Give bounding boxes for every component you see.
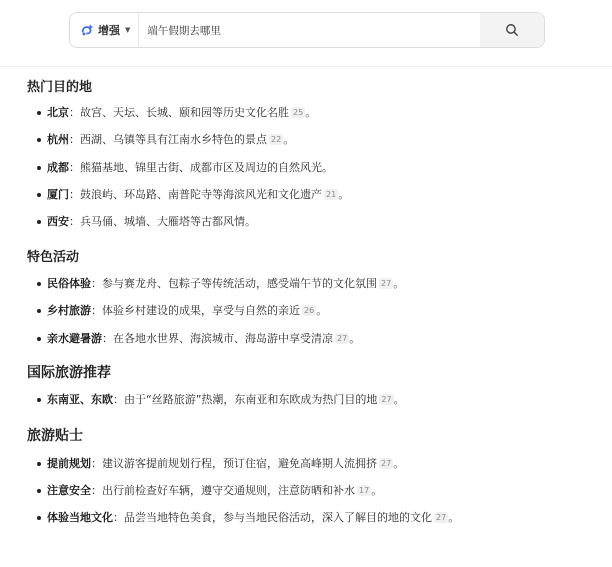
section-title: 特色活动 — [27, 250, 80, 265]
enhance-label: 增强 — [98, 24, 120, 37]
section-title: 热门目的地 — [27, 80, 93, 95]
list-item: 北京：故宫、天坛、长城、颐和园等历史文化名胜 25 。 — [47, 106, 317, 119]
list-item: 东南亚、东欧：由于“丝路旅游”热潮，东南亚和东欧成为热门目的地 27 。 — [47, 393, 405, 406]
citation-badge[interactable]: 17 — [359, 486, 370, 495]
list-item: 西安：兵马俑、城墙、大雁塔等古都风情。 — [47, 215, 256, 228]
enhance-mode-dropdown[interactable] — [70, 13, 139, 47]
list-item: 成都：熊猫基地、锦里古街、成都市区及周边的自然风光。 — [47, 161, 333, 174]
search-input[interactable] — [139, 24, 480, 36]
list-item: 注意安全：出行前检查好车辆，遵守交通规则，注意防晒和补水 17 。 — [47, 484, 383, 497]
list-item: 提前规划：建议游客提前规划行程，预订住宿，避免高峰期人流拥挤 27 。 — [47, 457, 405, 470]
list-item: 民俗体验：参与赛龙舟、包粽子等传统活动，感受端午节的文化氛围 27 。 — [47, 277, 405, 290]
citation-badge[interactable]: 22 — [271, 135, 282, 144]
citation-badge[interactable]: 26 — [304, 306, 315, 315]
sparkle-link-icon — [80, 23, 94, 37]
search-bar — [69, 12, 545, 48]
search-icon — [505, 23, 519, 37]
list-item: 亲水避暑游：在各地水世界、海滨城市、海岛游中享受清凉 27 。 — [47, 332, 361, 345]
citation-badge[interactable]: 27 — [337, 334, 348, 343]
citation-badge[interactable]: 27 — [381, 395, 392, 404]
citation-badge[interactable]: 27 — [381, 459, 392, 468]
search-header — [0, 0, 612, 67]
list-item: 乡村旅游：体验乡村建设的成果，享受与自然的亲近 26 。 — [47, 304, 328, 317]
list-item: 体验当地文化：品尝当地特色美食，参与当地民俗活动，深入了解目的地的文化 27 。 — [47, 511, 460, 524]
caret-down-icon: ▼ — [125, 26, 131, 34]
list-item: 杭州：西湖、乌镇等具有江南水乡特色的景点 22 。 — [47, 133, 295, 146]
citation-badge[interactable]: 27 — [436, 513, 447, 522]
citation-badge[interactable]: 25 — [293, 108, 304, 117]
search-button[interactable] — [480, 13, 544, 47]
section-title: 国际旅游推荐 — [27, 365, 111, 381]
citation-badge[interactable]: 27 — [381, 279, 392, 288]
list-item: 厦门：鼓浪屿、环岛路、南普陀寺等海滨风光和文化遗产 21 。 — [47, 188, 350, 201]
section-title: 旅游贴士 — [27, 428, 83, 444]
citation-badge[interactable]: 21 — [326, 190, 337, 199]
